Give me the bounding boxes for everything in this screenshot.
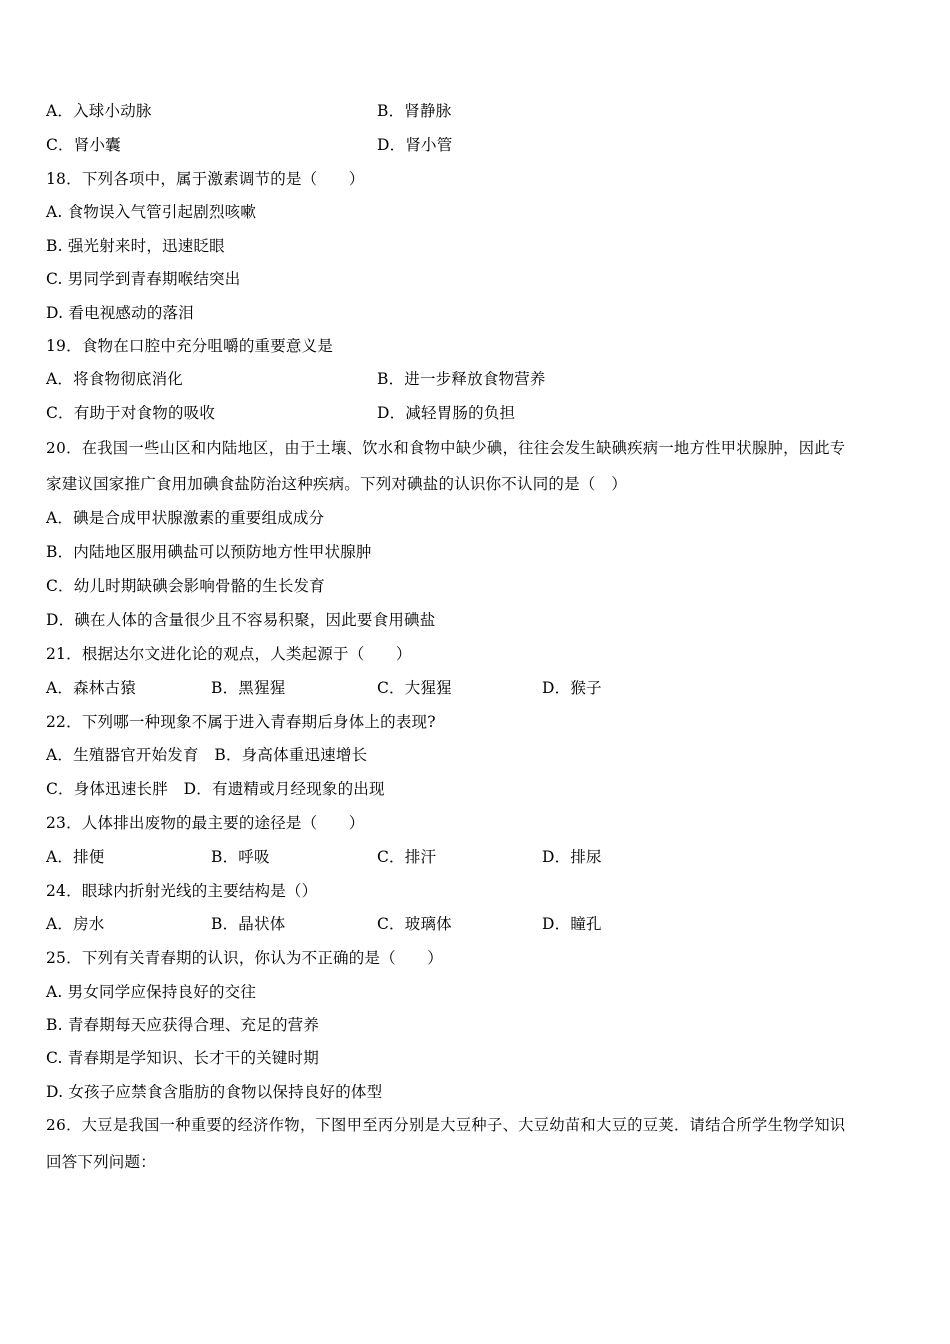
q22-options-ab: A．生殖器官开始发育 B．身高体重迅速增长	[46, 746, 368, 764]
q23-option-a: A．排便	[46, 848, 105, 866]
q21-option-a: A．森林古猿	[46, 679, 136, 697]
q23-option-b: B．呼吸	[211, 848, 270, 866]
q18-option-b: B. 强光射来时，迅速眨眼	[46, 237, 225, 255]
q24-option-d: D．瞳孔	[542, 915, 602, 933]
q18-option-a: A. 食物误入气管引起剧烈咳嗽	[46, 203, 257, 221]
q24-option-a: A．房水	[46, 915, 105, 933]
q23-option-d: D．排尿	[542, 848, 602, 866]
q26-stem-line-1: 26．大豆是我国一种重要的经济作物，下图甲至丙分别是大豆种子、大豆幼苗和大豆的豆荚．请结合所学生物学知识	[46, 1116, 846, 1134]
q20-stem-line-2: 家建议国家推广食用加碘食盐防治这种疾病。下列对碘盐的认识你不认同的是（ ）	[46, 475, 627, 493]
q20-stem-line-1: 20．在我国一些山区和内陆地区，由于土壤、饮水和食物中缺少碘，往往会发生缺碘疾病一地方性甲状腺肿，因此专	[46, 439, 846, 457]
q23-option-c: C．排汗	[377, 848, 437, 866]
q24-option-b: B．晶状体	[211, 915, 286, 933]
q25-option-d: D. 女孩子应禁食含脂肪的食物以保持良好的体型	[46, 1083, 383, 1101]
q18-stem: 18．下列各项中，属于激素调节的是（ ）	[46, 170, 365, 188]
q26-stem-line-2: 回答下列问题：	[46, 1153, 156, 1171]
q25-option-b: B. 青春期每天应获得合理、充足的营养	[46, 1016, 320, 1034]
q19-option-d: D．减轻胃肠的负担	[377, 404, 516, 422]
q17-option-a: A．入球小动脉	[46, 102, 152, 120]
q23-stem: 23．人体排出废物的最主要的途径是（ ）	[46, 814, 365, 832]
q20-option-a: A．碘是合成甲状腺激素的重要组成成分	[46, 509, 325, 527]
q25-option-c: C. 青春期是学知识、长才干的关键时期	[46, 1049, 319, 1067]
q25-option-a: A. 男女同学应保持良好的交往	[46, 983, 257, 1001]
q18-option-d: D. 看电视感动的落泪	[46, 304, 194, 322]
q17-option-d: D．肾小管	[377, 136, 453, 154]
q22-stem: 22．下列哪一种现象不属于进入青春期后身体上的表现?	[46, 713, 436, 731]
q19-option-c: C．有助于对食物的吸收	[46, 404, 216, 422]
q17-option-b: B．肾静脉	[377, 102, 452, 120]
q20-option-c: C．幼儿时期缺碘会影响骨骼的生长发育	[46, 577, 325, 595]
q19-option-b: B．进一步释放食物营养	[377, 370, 546, 388]
q19-option-a: A．将食物彻底消化	[46, 370, 183, 388]
q24-stem: 24．眼球内折射光线的主要结构是（）	[46, 882, 318, 900]
q21-option-b: B．黑猩猩	[211, 679, 286, 697]
q25-stem: 25．下列有关青春期的认识，你认为不正确的是（ ）	[46, 949, 443, 967]
q18-option-c: C. 男同学到青春期喉结突出	[46, 270, 241, 288]
q17-option-c: C．肾小囊	[46, 136, 121, 154]
q21-option-d: D．猴子	[542, 679, 602, 697]
q24-option-c: C．玻璃体	[377, 915, 452, 933]
q20-option-d: D．碘在人体的含量很少且不容易积聚，因此要食用碘盐	[46, 611, 436, 629]
q21-stem: 21．根据达尔文进化论的观点，人类起源于（ ）	[46, 645, 412, 663]
q19-stem: 19．食物在口腔中充分咀嚼的重要意义是	[46, 337, 334, 355]
q22-options-cd: C．身体迅速长胖 D．有遗精或月经现象的出现	[46, 780, 385, 798]
q21-option-c: C．大猩猩	[377, 679, 452, 697]
q20-option-b: B．内陆地区服用碘盐可以预防地方性甲状腺肿	[46, 543, 372, 561]
